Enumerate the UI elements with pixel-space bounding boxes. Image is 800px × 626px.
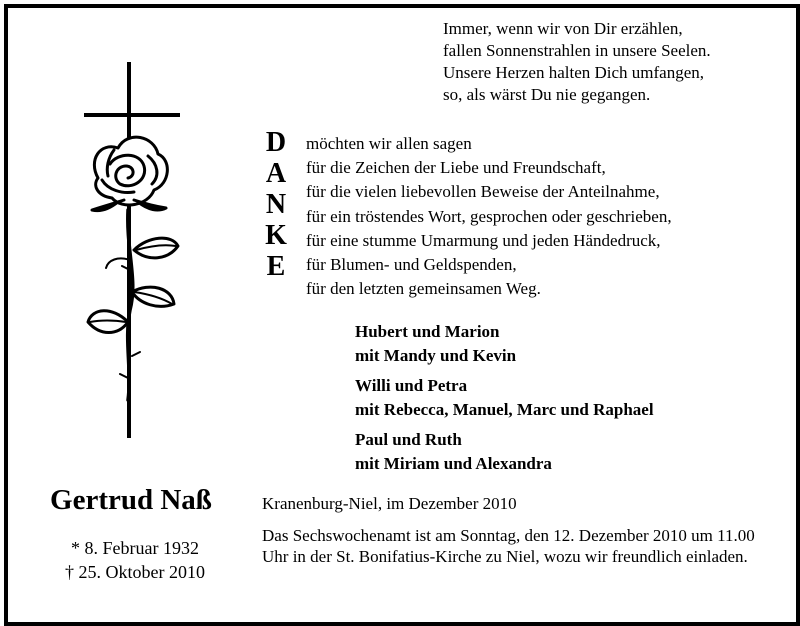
danke-line: für ein tröstendes Wort, gesprochen oder geschrieben, [306,206,672,226]
poem [443,18,711,106]
service-notice: Das Sechswochenamt ist am Sonntag, den 12. Dezember 2010 um 11.00 Uhr in der St. Bonifatius-Kirche zu Niel, wozu wir freundlich einladen. [262,526,755,566]
danke-letter: A [265,158,287,189]
signature-group [355,428,654,476]
danke-letter: N [265,189,287,220]
danke-line: für die vielen liebevollen Beweise der Anteilnahme, [306,182,660,202]
signature-line: mit Rebecca, Manuel, Marc und Raphael [355,400,654,419]
birth-date: * 8. Februar 1932 [71,538,199,558]
signatures [355,320,654,482]
danke-letter: K [265,220,287,251]
signature-group [355,374,654,422]
cross-with-rose-icon [78,60,188,440]
danke-line: für eine stumme Umarmung und jeden Händedruck, [306,230,661,250]
danke-line: möchten wir allen sagen [306,134,472,153]
poem-line: Unsere Herzen halten Dich umfangen, [443,63,705,82]
danke-line: für die Zeichen der Liebe und Freundschaft, [306,158,606,178]
danke-line: für Blumen- und Geldspenden, [306,255,517,275]
poem-line: fallen Sonnenstrahlen in unsere Seelen. [443,41,711,60]
death-date: † 25. Oktober 2010 [65,562,205,582]
danke-letter: D [265,127,287,158]
danke-text [306,132,672,301]
signature-group [355,320,654,368]
signature-line: Willi und Petra [355,376,468,395]
signature-line: Paul und Ruth [355,430,462,449]
rose-icon [88,137,178,400]
danke-letter: E [266,251,286,282]
signature-line: mit Mandy und Kevin [355,346,517,365]
deceased-name: Gertrud Naß [50,484,212,516]
signature-line: Hubert und Marion [355,322,500,341]
danke-acrostic [258,127,294,282]
poem-line: so, als wärst Du nie gegangen. [443,85,651,104]
poem-line: Immer, wenn wir von Dir erzählen, [443,19,683,38]
life-dates [0,536,270,584]
place-date: Kranenburg-Niel, im Dezember 2010 [262,494,517,513]
danke-line: für den letzten gemeinsamen Weg. [306,279,541,299]
signature-line: mit Miriam und Alexandra [355,454,552,473]
